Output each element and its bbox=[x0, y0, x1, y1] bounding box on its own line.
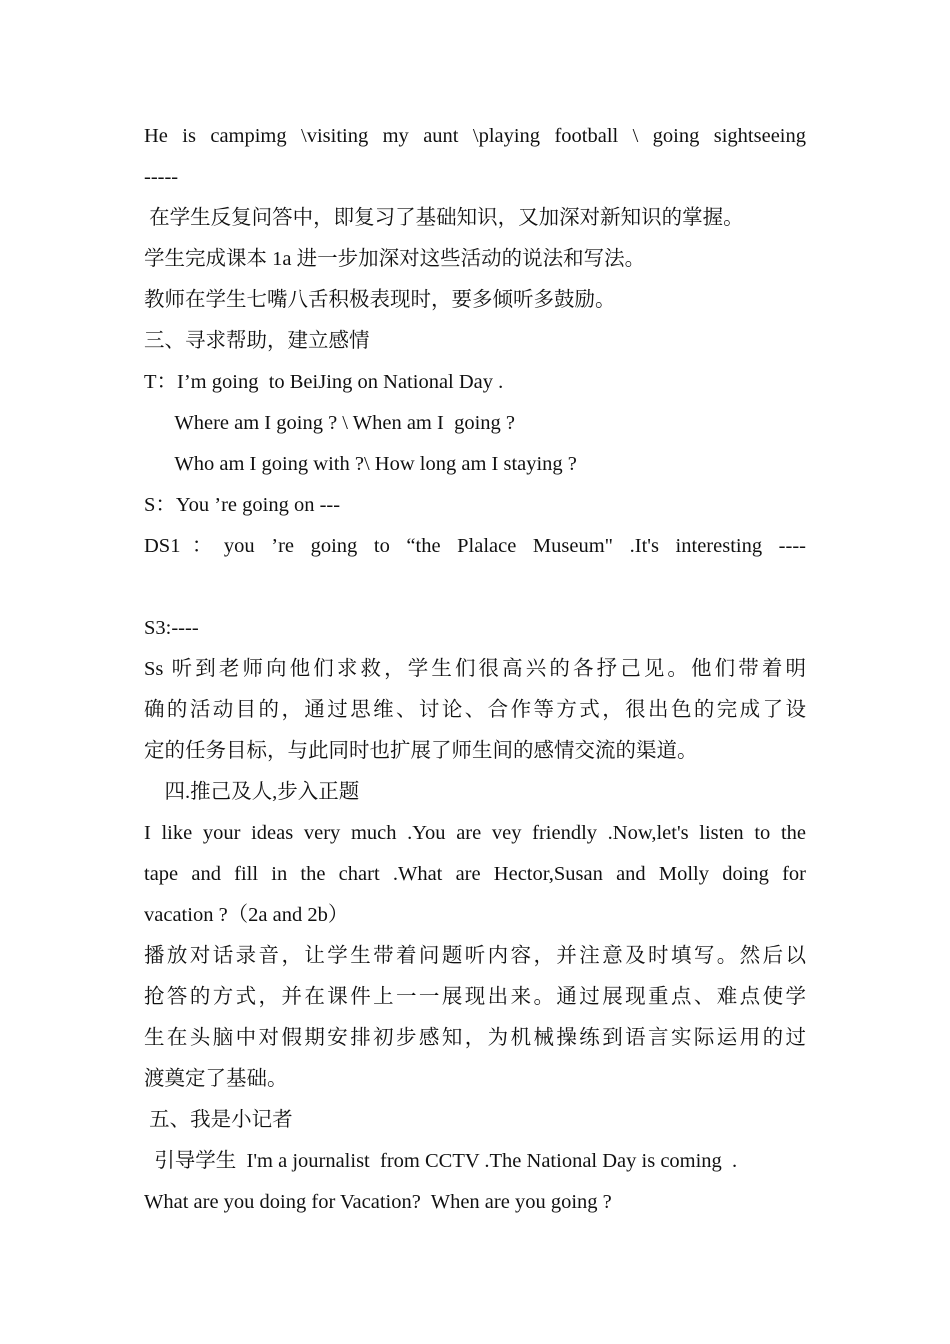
text-line: ----- bbox=[144, 166, 179, 188]
text-line: I like your ideas very much .You are vey friendly .Now,let's listen to the bbox=[144, 822, 806, 844]
text-line: DS1：you ’re going to “the Plalace Museum" .It's interesting ---- bbox=[144, 535, 806, 557]
text-line: 定的任务目标，与此同时也扩展了师生间的感情交流的渠道。 bbox=[144, 740, 698, 762]
text-line: 引导学生 I'm a journalist from CCTV .The National Day is coming . bbox=[144, 1150, 738, 1172]
section-heading: 三、寻求帮助，建立感情 bbox=[144, 330, 370, 352]
text-line: tape and fill in the chart .What are Hector,Susan and Molly doing for bbox=[144, 863, 806, 885]
text-line: He is campimg \visiting my aunt \playing football \ going sightseeing bbox=[144, 125, 806, 147]
text-line: vacation ?（2a and 2b） bbox=[144, 904, 349, 926]
text-line: Where am I going ? \ When am I going ? bbox=[144, 412, 515, 434]
text-line: S3:---- bbox=[144, 617, 199, 639]
text-line: Ss 听到老师向他们求救，学生们很高兴的各抒己见。他们带着明 bbox=[144, 658, 806, 680]
text-line: T：I’m going to BeiJing on National Day . bbox=[144, 371, 504, 393]
text-line: 播放对话录音，让学生带着问题听内容，并注意及时填写。然后以 bbox=[144, 945, 806, 967]
text-line: 生在头脑中对假期安排初步感知，为机械操练到语言实际运用的过 bbox=[144, 1027, 806, 1049]
section-heading: 五、我是小记者 bbox=[144, 1109, 293, 1131]
section-heading: 四.推己及人,步入正题 bbox=[144, 781, 360, 803]
text-line: 渡奠定了基础。 bbox=[144, 1068, 288, 1090]
text-line: 在学生反复问答中，即复习了基础知识，又加深对新知识的掌握。 bbox=[144, 207, 744, 229]
text-line: S：You ’re going on --- bbox=[144, 494, 341, 516]
text-line: 抢答的方式，并在课件上一一展现出来。通过展现重点、难点使学 bbox=[144, 986, 806, 1008]
text-line: 学生完成课本 1a 进一步加深对这些活动的说法和写法。 bbox=[144, 248, 646, 270]
text-line: What are you doing for Vacation? When are you going ? bbox=[144, 1191, 612, 1213]
text-line: 教师在学生七嘴八舌积极表现时，要多倾听多鼓励。 bbox=[144, 289, 616, 311]
text-line: Who am I going with ?\ How long am I staying ? bbox=[144, 453, 577, 475]
text-line: 确的活动目的，通过思维、讨论、合作等方式，很出色的完成了设 bbox=[144, 699, 806, 721]
